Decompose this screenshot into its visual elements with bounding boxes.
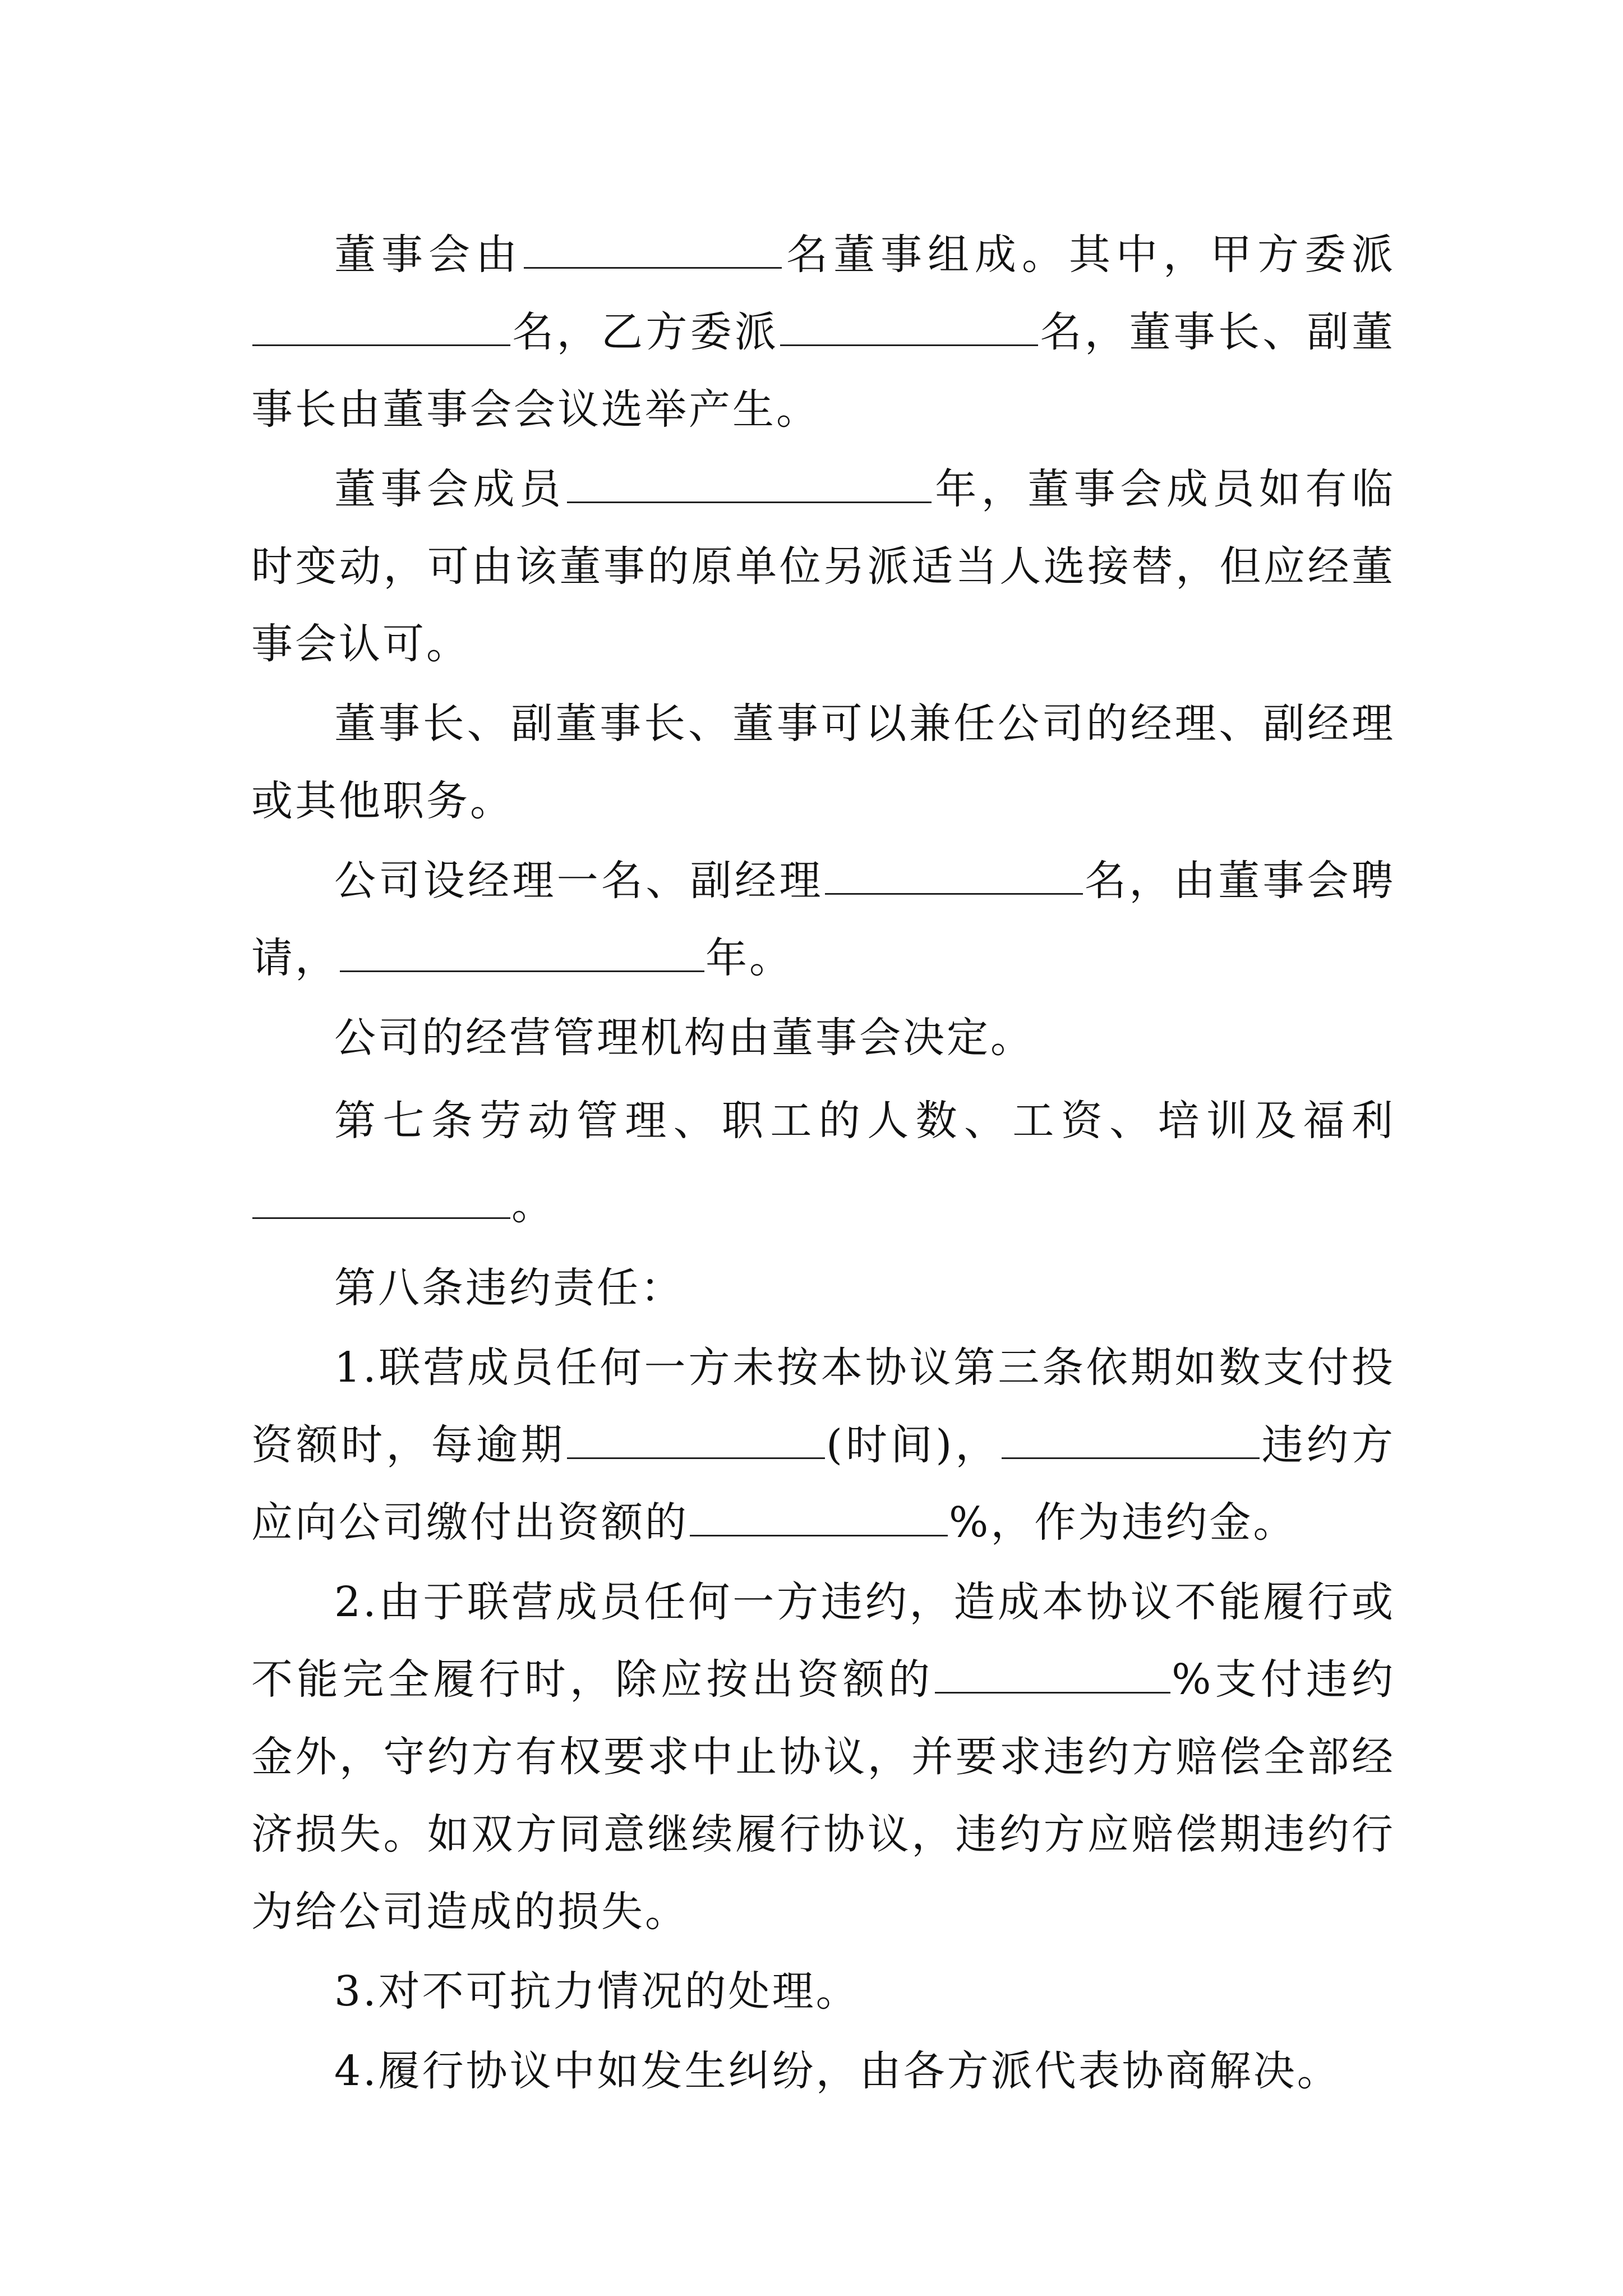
fill-in-blank <box>252 305 510 346</box>
text-segment: 名，董事长、副董事长由董事会会议选举产生。 <box>251 308 1396 434</box>
paragraph-board-term <box>251 450 1395 683</box>
fill-in-blank <box>524 228 782 269</box>
text-segment: 名，乙方委派 <box>511 308 780 356</box>
text-segment: 违约方应向公司缴付出资额的 <box>251 1421 1396 1547</box>
paragraph-concurrent-posts <box>251 685 1395 840</box>
text-segment: 第八条违约责任： <box>334 1264 684 1312</box>
text-segment: 名，由董事会聘请， <box>251 857 1396 982</box>
text-segment: 第七条劳动管理、职工的人数、工资、培训及福利 <box>334 1097 1395 1145</box>
document-body <box>251 216 1395 2110</box>
paragraph-board-composition <box>251 216 1395 448</box>
fill-in-blank <box>1002 1418 1260 1459</box>
text-segment: 4.履行协议中如发生纠纷，由各方派代表协商解决。 <box>334 2047 1341 2095</box>
text-segment: 公司设经理一名、副经理 <box>334 857 824 905</box>
text-segment: 3.对不可抗力情况的处理。 <box>334 1967 860 2016</box>
paragraph-clause-4 <box>251 2032 1395 2110</box>
text-segment: 。 <box>511 1181 555 1229</box>
fill-in-blank <box>825 854 1083 895</box>
text-segment: 年，董事会成员如有临时变动，可由该董事的原单位另派适当人选接替，但应经董事会认可。 <box>251 465 1396 668</box>
text-segment: %，作为违约金。 <box>949 1498 1297 1547</box>
text-segment: 名董事组成。其中，甲方委派 <box>783 231 1395 279</box>
fill-in-blank <box>935 1653 1170 1694</box>
text-segment: %支付违约金外，守约方有权要求中止协议，并要求违约方赔偿全部经济损失。如双方同意继续履行协议，违约方应赔偿期违约行为给公司造成的损失。 <box>251 1655 1395 1936</box>
paragraph-article-7 <box>251 1079 1395 1247</box>
text-segment: 1.联营成员任何一方未按本协议第三条依期如数支付投资额时，每逾期 <box>251 1343 1395 1469</box>
fill-in-blank <box>690 1496 948 1536</box>
fill-in-blank <box>340 931 704 972</box>
paragraph-clause-3 <box>251 1953 1395 2030</box>
text-segment: 公司的经营管理机构由董事会决定。 <box>334 1014 1034 1062</box>
text-segment: 董事会由 <box>334 231 523 279</box>
paragraph-manager <box>251 842 1395 997</box>
fill-in-blank <box>780 305 1038 346</box>
text-segment: 董事会成员 <box>334 465 566 513</box>
text-segment: 2.由于联营成员任何一方违约，造成本协议不能履行或不能完全履行时，除应按出资额的 <box>251 1578 1395 1704</box>
paragraph-article-8 <box>251 1249 1395 1327</box>
fill-in-blank <box>567 462 932 503</box>
paragraph-management-body <box>251 999 1395 1076</box>
text-segment: 董事长、副董事长、董事可以兼任公司的经理、副经理或其他职务。 <box>251 700 1395 825</box>
text-segment: (时间)， <box>826 1421 1000 1469</box>
text-segment: 年。 <box>706 934 793 982</box>
fill-in-blank <box>567 1418 825 1459</box>
fill-in-blank <box>252 1178 510 1219</box>
paragraph-clause-1 <box>251 1329 1395 1561</box>
paragraph-clause-2 <box>251 1563 1395 1950</box>
